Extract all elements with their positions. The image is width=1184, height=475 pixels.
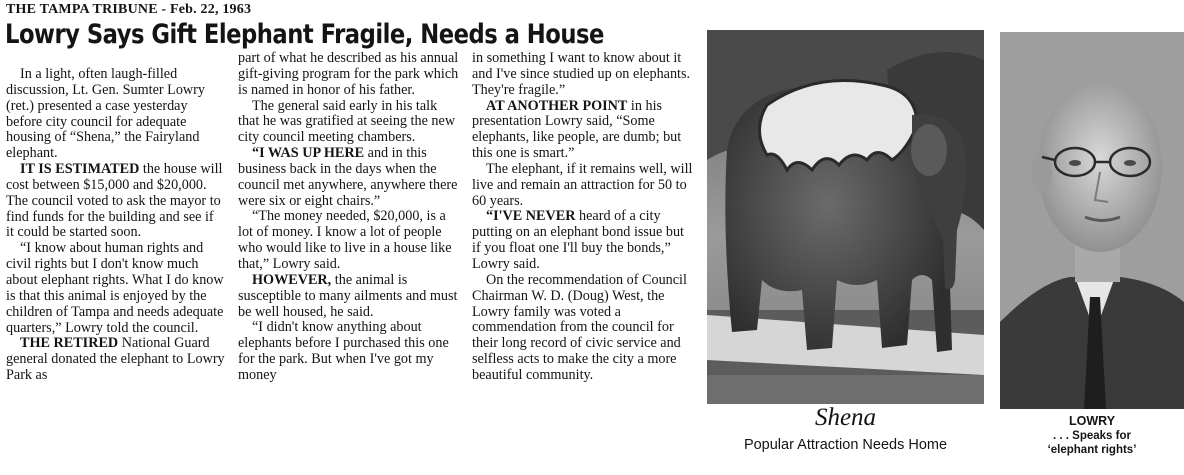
paragraph-text: and in this business back in the days when the council met anywhere, anywhere there were six or eight chairs.” xyxy=(238,145,458,209)
lowry-photo-subcaption-2: ‘elephant rights’ xyxy=(1047,444,1137,456)
paragraph-lead-in: “I'VE NEVER xyxy=(486,208,576,225)
lowry-photo-caption-block xyxy=(1000,414,1184,458)
masthead: THE TAMPA TRIBUNE - Feb. 22, 1963 xyxy=(6,2,252,17)
article-paragraph xyxy=(6,241,225,336)
article-paragraph xyxy=(238,209,459,272)
article-paragraph xyxy=(472,209,694,272)
lowry-photo-caption: LOWRY xyxy=(1068,414,1116,428)
paragraph-lead-in: AT ANOTHER POINT xyxy=(486,97,628,114)
paragraph-lead-in: THE RETIRED xyxy=(20,335,119,352)
paragraph-text: “I know about human rights and civil rights but I don't know much about elephant rights. What I do know is that this animal is enjoyed by the children of Tampa and needs adequate quarters,” Lowry told the council. xyxy=(6,240,224,336)
article-paragraph xyxy=(472,51,694,99)
paragraph-lead-in: “I WAS UP HERE xyxy=(252,145,365,162)
headline: Lowry Says Gift Elephant Fragile, Needs a House xyxy=(5,19,604,50)
elephant-photo xyxy=(707,30,984,404)
article-paragraph xyxy=(238,146,459,209)
elephant-photo-caption: Shena xyxy=(814,404,877,431)
paragraph-text: the animal is susceptible to many ailments and must be well housed, he said. xyxy=(238,271,458,320)
elephant-photo-image xyxy=(707,30,984,404)
paragraph-text: part of what he described as his annual gift-giving program for the park which is named in honor of his father. xyxy=(238,50,459,98)
paragraph-text: The elephant, if it remains well, will live and remain an attraction for 50 to 60 years. xyxy=(472,160,693,209)
paragraph-lead-in: IT IS ESTIMATED xyxy=(20,161,140,178)
lowry-photo-subcaption-1: . . . Speaks for xyxy=(1053,429,1131,442)
paragraph-text: “I didn't know anything about elephants before I purchased this one for the park. But when I've got my money xyxy=(238,319,449,383)
lowry-portrait-photo xyxy=(1000,32,1184,409)
paragraph-text: National Guard general donated the elephant to Lowry Park as xyxy=(6,335,225,384)
paragraph-text: In a light, often laugh-filled discussion, Lt. Gen. Sumter Lowry (ret.) presented a case yesterday before city council for adequate housing of “Shena,” the Fairyland elephant. xyxy=(6,66,205,162)
paragraph-lead-in: HOWEVER, xyxy=(252,271,332,288)
paragraph-text: in something I want to know about it and I've since studied up on elephants. They're fragile.” xyxy=(472,50,691,98)
article-paragraph xyxy=(238,99,459,147)
article-column-3 xyxy=(472,51,694,384)
article-paragraph xyxy=(472,273,694,384)
article-paragraph xyxy=(472,162,694,210)
article-paragraph xyxy=(6,67,225,162)
paragraph-text: in his presentation Lowry said, “Some elephants, like people, are dumb; but this one is smart.” xyxy=(472,97,682,162)
paragraph-text: The general said early in his talk that he was gratified at seeing the new city council meeting chambers. xyxy=(238,97,456,146)
article-paragraph xyxy=(238,320,459,383)
paragraph-text: heard of a city putting on an elephant bond issue but if you float one I'll buy the bonds,” Lowry said. xyxy=(472,208,684,272)
article-paragraph xyxy=(6,162,225,241)
article-paragraph xyxy=(472,99,694,162)
paragraph-text: On the recommendation of Council Chairman W. D. (Doug) West, the Lowry family was voted a commendation from the council for their long record of civic service and selfless acts to make the city a more beautiful community. xyxy=(472,271,687,383)
article-paragraph xyxy=(238,273,459,321)
elephant-photo-subcaption: Popular Attraction Needs Home xyxy=(743,437,948,453)
article-paragraph xyxy=(6,336,225,384)
paragraph-text: the house will cost between $15,000 and $20,000. The council voted to ask the mayor to find funds for the building and see if it could be started soon. xyxy=(6,161,223,241)
lowry-portrait-image xyxy=(1000,32,1184,409)
article-paragraph xyxy=(238,51,459,99)
article-column-2 xyxy=(238,51,459,384)
paragraph-text: “The money needed, $20,000, is a lot of money. I know a lot of people who would like to live in a house like that,” Lowry said. xyxy=(238,208,452,272)
article-column-1 xyxy=(6,67,225,384)
